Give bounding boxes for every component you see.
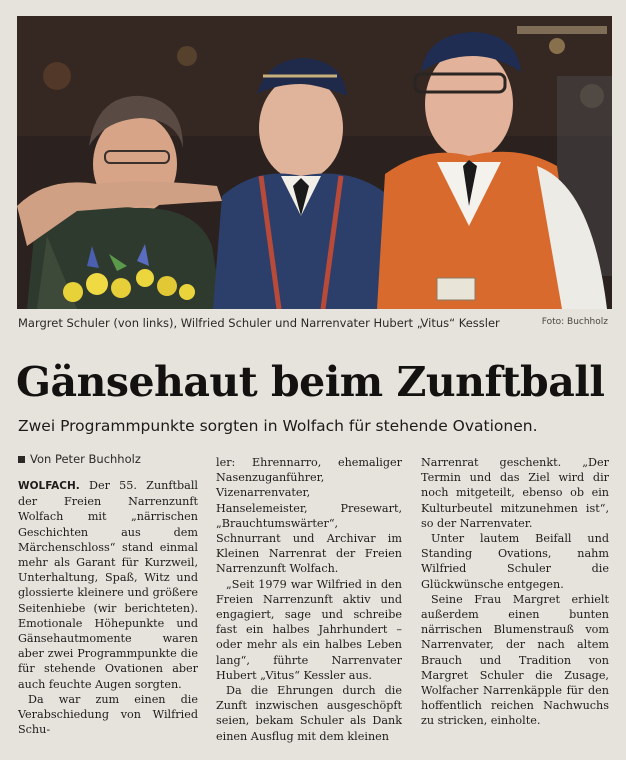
- paragraph: ler: Ehrennarro, ehemaliger Nasenzuganführer, Vizenarrenvater, Hanselemeister, Presewart, „Brauchtumswärter“, Schnurrant und Archivar im Kleinen Narrenrat der Freien Narrenzunft Wolfach.: [216, 456, 402, 576]
- paragraph: Da war zum einen die Verabschiedung von Wilfried Schu-: [18, 692, 198, 737]
- dateline: WOLFACH.: [18, 480, 80, 492]
- paragraph: [18, 478, 198, 692]
- article-photo: [17, 16, 612, 309]
- photo-caption: [18, 316, 608, 330]
- byline: [18, 452, 141, 466]
- paragraph: Unter lautem Beifall und Standing Ovations, nahm Wilfried Schuler die Glückwünsche entgegen.: [421, 532, 609, 591]
- byline-text: Von Peter Buchholz: [30, 452, 141, 466]
- article-column-3: [421, 455, 609, 729]
- headline: Gänsehaut beim Zunftball: [16, 358, 605, 406]
- paragraph: Da die Ehrungen durch die Zunft inzwischen ausgeschöpft seien, bekam Schuler als Dank einen Ausflug mit dem kleinen: [216, 684, 402, 743]
- paragraph: Narrenrat geschenkt. „Der Termin und das Ziel wird dir noch mitgeteilt, ebenso ob ein Kulturbeutel mitzunehmen ist“, so der Narrenvater.: [421, 456, 609, 530]
- photo-credit: Foto: Buchholz: [541, 317, 608, 327]
- caption-text: Margret Schuler (von links), Wilfried Schuler und Narrenvater Hubert „Vitus“ Kessler: [18, 316, 500, 330]
- paragraph-text: Der 55. Zunftball der Freien Narrenzunft Wolfach mit „närrischen Geschichten aus dem Märchenschloss“ stand einmal mehr als Garant für Kurzweil, Unterhaltung, Spaß, Witz und glossierte kleinere und größere Seitenhiebe (wir berichteten). Emotionale Höhepunkte und Gänsehautmomente waren aber zwei Programmpunkte die für stehende Ovationen aber auch feuchte Augen sorgten.: [18, 479, 198, 691]
- photo-illustration: [17, 16, 612, 309]
- paragraph: „Seit 1979 war Wilfried in den Freien Narrenzunft aktiv und engagiert, sage und schreibe fast ein halbes Jahrhundert – oder mehr als ein halbes Leben lang“, führte Narrenvater Hubert „Vitus“ Kessler aus.: [216, 577, 402, 682]
- subheadline: Zwei Programmpunkte sorgten in Wolfach für stehende Ovationen.: [18, 417, 538, 435]
- article-column-1: [18, 478, 198, 737]
- paragraph: Seine Frau Margret erhielt außerdem einen bunten närrischen Blumenstrauß vom Narrenvater, der nach altem Brauch und Tradition von Margret Schuler die Zusage, Wolfacher Narrenkäpple für den hoffentlich reichen Nachwuchs zu stricken, einholte.: [421, 592, 609, 728]
- article-column-2: [216, 455, 402, 744]
- byline-square-icon: [18, 456, 25, 463]
